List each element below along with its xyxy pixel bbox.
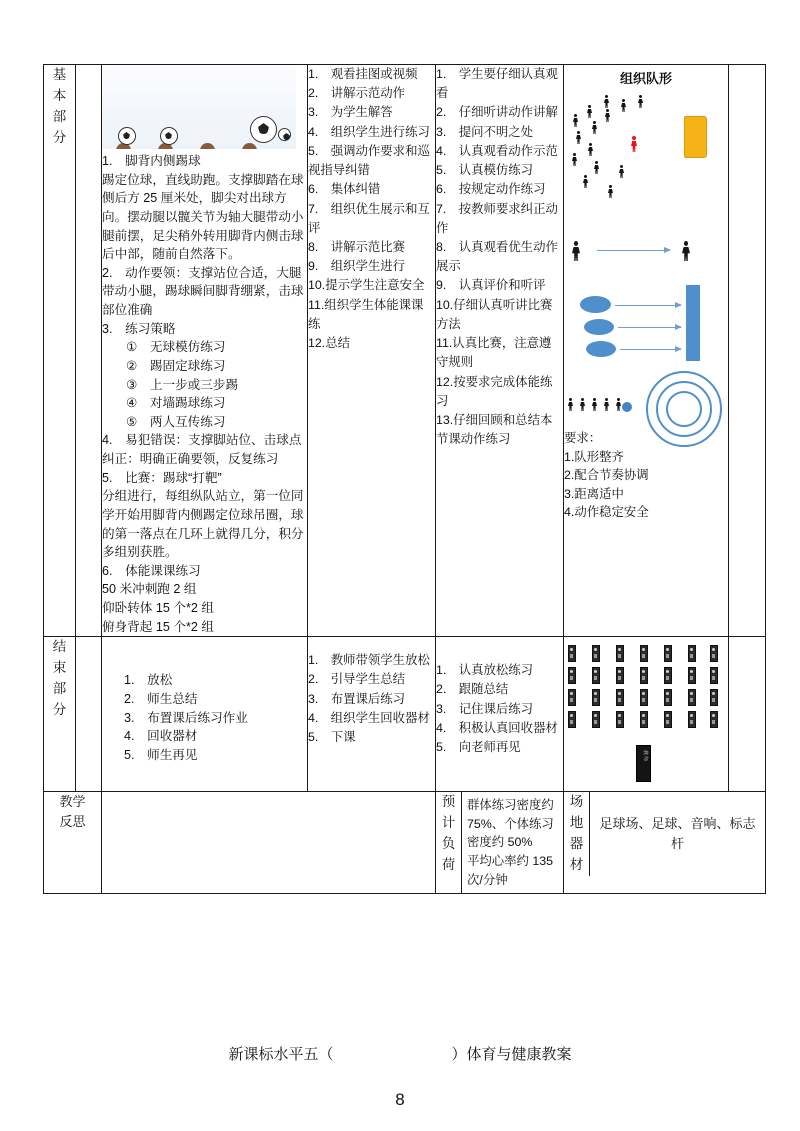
student-figure-icon — [592, 121, 597, 134]
student-marker — [592, 667, 600, 684]
formation-title: 组织队形 — [619, 71, 672, 86]
content-item: 踢定位球，直线助跑。支撑脚踏在球侧后方 25 厘米处，脚尖对出球方向。摆动腿以髋关节为轴大腿带动小腿前摆，足尖稍外转用脚背内侧击球后中部，随前自然落下。 — [102, 172, 304, 262]
requirement-item: 4.动作稳定安全 — [564, 505, 649, 520]
content-item: 5. 师生再见 — [124, 747, 198, 762]
load-value-cell — [462, 792, 564, 893]
student-marker — [664, 645, 672, 662]
equipment-label-char: 地 — [569, 815, 584, 831]
student-marker — [640, 667, 648, 684]
formation-cell-basic — [564, 65, 729, 637]
reflection-label-char: 教学 — [59, 794, 86, 810]
student-marker — [640, 645, 648, 662]
stage-char: 本 — [52, 87, 67, 103]
student-figure-icon — [605, 109, 610, 122]
target-ring-inner — [666, 391, 702, 427]
group-marker — [580, 296, 611, 313]
teacher-activity-item: 10.提示学生注意安全 — [308, 278, 425, 293]
time-column-ending — [76, 637, 102, 792]
student-activity-list — [436, 65, 563, 449]
content-cell-basic — [102, 65, 308, 637]
wall-marker — [686, 285, 700, 361]
equipment-value: 足球场、足球、音响、标志杆 — [599, 815, 756, 852]
table-row-ending-part — [44, 637, 766, 792]
student-figure-icon — [604, 95, 609, 108]
teacher-activity-item: 3. 为学生解答 — [308, 105, 393, 120]
stage-char: 基 — [52, 67, 67, 82]
load-label — [436, 792, 462, 893]
stage-char: 分 — [52, 702, 67, 718]
table-row-reflection — [44, 792, 766, 894]
teacher-activity-item: 1. 观看挂图或视频 — [308, 67, 418, 81]
equipment-value-cell — [590, 792, 766, 876]
student-figure-icon — [588, 143, 593, 156]
student-figure-icon — [587, 105, 592, 118]
teacher-activity-item: 6. 集体纠错 — [308, 182, 381, 197]
reflection-label-char: 反思 — [59, 813, 86, 829]
teacher-activity-cell-basic — [308, 65, 436, 637]
teacher-activity-item: 9. 组织学生进行 — [308, 259, 406, 274]
stage-char: 结 — [52, 639, 67, 655]
content-item: 3. 布置课后练习作业 — [124, 710, 248, 725]
student-figure-icon — [568, 398, 573, 411]
content-item: 50 米冲刺跑 2 组 — [102, 582, 197, 597]
content-item: 2. 动作要领：支撑站位合适，大腿带动小腿，踢球瞬间脚背绷紧，击球部位准确 — [102, 265, 304, 317]
teacher-activity-item: 8. 讲解示范比赛 — [308, 239, 406, 254]
teacher-activity-item: 7. 组织优生展示和互评 — [308, 201, 430, 235]
student-marker — [592, 711, 600, 728]
direction-arrow — [618, 327, 681, 328]
teacher-activity-item: 1. 教师带领学生放松 — [308, 653, 430, 668]
teacher-activity-item: 2. 引导学生总结 — [308, 672, 406, 687]
student-figure-icon — [580, 398, 585, 411]
student-marker — [616, 645, 624, 662]
content-subitem: ① 无球模仿练习 — [126, 340, 226, 355]
notes-column-basic — [729, 65, 766, 637]
student-activity-item: 11.认真比赛，注意遵守规则 — [436, 336, 552, 370]
page-number: 8 — [395, 1090, 405, 1109]
teacher-activity-item: 4. 组织学生进行练习 — [308, 124, 430, 139]
teacher-activity-list — [308, 651, 435, 747]
student-figure-icon — [583, 175, 588, 188]
content-text-ending — [124, 671, 307, 764]
equipment-cell — [564, 792, 766, 894]
student-activity-item: 10.仔细认真听讲比赛方法 — [436, 297, 553, 331]
stage-label-ending — [44, 637, 76, 792]
student-activity-item: 12.按要求完成体能练习 — [436, 374, 553, 408]
student-activity-item: 9. 认真评价和听评 — [436, 278, 546, 293]
student-marker — [664, 689, 672, 706]
content-text-basic — [102, 152, 307, 636]
student-activity-item: 4. 认真观看动作示范 — [436, 143, 558, 158]
student-marker — [710, 711, 718, 728]
student-activity-item: 7. 按教师要求纠正动作 — [436, 201, 558, 235]
student-activity-item: 1. 学生要仔细认真观看 — [436, 67, 558, 101]
student-marker — [640, 711, 648, 728]
load-label-char: 负 — [441, 836, 456, 852]
content-item: 5. 比赛：踢球“打靶” — [102, 470, 222, 485]
teacher-position-marker — [636, 745, 651, 782]
load-line: 群体练习密度约 75%、个体练习密度约 50% — [467, 798, 554, 850]
teacher-activity-item: 2. 讲解示范动作 — [308, 86, 406, 101]
student-activity-cell-ending — [436, 637, 564, 792]
stage-char: 部 — [52, 681, 67, 697]
student-marker — [688, 645, 696, 662]
content-item: 3. 练习策略 — [102, 321, 176, 336]
teacher-activity-item: 11.组织学生体能课课练 — [308, 297, 424, 331]
reflection-content — [102, 792, 435, 882]
student-marker — [568, 689, 576, 706]
equipment-label-char: 场 — [569, 794, 584, 810]
load-label-char: 预 — [441, 794, 456, 810]
student-figure-icon — [592, 398, 597, 411]
content-item: 4. 易犯错误：支撑脚站位、击球点 — [102, 433, 302, 448]
student-figure-icon — [608, 185, 613, 198]
group-marker — [586, 341, 616, 357]
notes-column-ending — [729, 637, 766, 792]
student-figure-icon — [619, 165, 624, 178]
requirement-item: 1.队形整齐 — [564, 449, 624, 464]
student-marker — [616, 689, 624, 706]
content-cell-ending — [102, 637, 308, 792]
student-marker — [688, 711, 696, 728]
student-figure-icon — [638, 95, 643, 108]
teacher-marker-label: 教师 — [642, 750, 648, 763]
equipment-label-char: 器 — [569, 836, 584, 852]
student-marker — [568, 667, 576, 684]
student-marker — [640, 689, 648, 706]
student-marker — [616, 711, 624, 728]
time-column-basic — [76, 65, 102, 637]
goal-marker — [684, 116, 707, 158]
content-subitem: ② 踢固定球练习 — [126, 358, 226, 373]
equipment-label — [564, 792, 590, 876]
load-label-char: 计 — [441, 815, 456, 831]
student-marker — [592, 689, 600, 706]
direction-arrow — [615, 305, 681, 306]
teacher-activity-item: 5. 强调动作要求和巡视指导纠错 — [308, 143, 430, 178]
student-activity-item: 5. 认真模仿练习 — [436, 163, 534, 178]
student-marker — [616, 667, 624, 684]
lesson-plan-table — [43, 64, 766, 894]
equipment-label-char: 材 — [569, 857, 584, 873]
student-activity-item: 6. 按规定动作练习 — [436, 182, 546, 197]
teacher-activity-item: 12.总结 — [308, 336, 351, 351]
footer-suffix: ）体育与健康教案 — [451, 1046, 572, 1063]
student-marker — [710, 645, 718, 662]
student-marker — [592, 645, 600, 662]
load-label-char: 荷 — [441, 857, 456, 873]
document-footer — [0, 1043, 800, 1064]
student-marker — [568, 711, 576, 728]
load-line: 平均心率约 135 次/分钟 — [467, 854, 554, 887]
content-item: 俯身背起 15 个*2 组 — [102, 619, 214, 634]
student-activity-item: 4. 积极认真回收器材 — [436, 720, 558, 735]
load-cell — [436, 792, 564, 894]
content-item: 1. 脚背内侧踢球 — [102, 154, 201, 168]
teacher-activity-item: 5. 下课 — [308, 730, 356, 745]
content-item: 仰卧转体 15 个*2 组 — [102, 601, 214, 615]
student-marker — [688, 689, 696, 706]
formation-diagram — [564, 93, 727, 423]
reflection-content-cell[interactable] — [102, 792, 436, 894]
student-figure-icon — [594, 161, 599, 174]
student-figure-icon — [682, 241, 690, 261]
student-activity-list — [436, 661, 563, 757]
teacher-activity-item: 4. 组织学生回收器材 — [308, 710, 430, 725]
direction-arrow — [597, 250, 670, 251]
footer-prefix: 新课标水平五（ — [228, 1046, 334, 1063]
kicking-technique-illustration — [102, 67, 296, 149]
student-figure-icon — [572, 153, 577, 166]
reflection-label — [44, 792, 102, 894]
direction-arrow — [620, 349, 681, 350]
stage-char: 束 — [52, 660, 67, 676]
student-marker — [710, 689, 718, 706]
teacher-activity-item: 3. 布置课后练习 — [308, 691, 406, 706]
student-activity-item: 2. 仔细听讲动作讲解 — [436, 105, 558, 120]
student-figure-icon — [573, 114, 578, 127]
content-item: 6. 体能课课练习 — [102, 563, 201, 578]
requirement-item: 2.配合节奏协调 — [564, 468, 649, 483]
ending-formation-diagram — [564, 641, 727, 791]
student-activity-cell-basic — [436, 65, 564, 637]
group-marker — [584, 319, 614, 335]
student-activity-item: 2. 跟随总结 — [436, 682, 509, 697]
stage-char: 分 — [52, 129, 67, 145]
formation-requirements — [564, 429, 728, 522]
table-row-basic-part — [44, 65, 766, 637]
ball-marker — [622, 402, 632, 412]
formation-cell-ending — [564, 637, 729, 792]
student-figure-icon — [572, 241, 580, 261]
content-subitem: ③ 上一步或三步踢 — [126, 377, 239, 392]
content-subitem: ④ 对墙踢球练习 — [126, 396, 226, 411]
student-figure-icon — [576, 131, 581, 144]
student-activity-item: 3. 提问不明之处 — [436, 124, 534, 139]
load-values — [462, 792, 563, 893]
student-activity-item: 13.仔细回顾和总结本节课动作练习 — [436, 412, 553, 447]
requirement-item: 3.距离适中 — [564, 486, 624, 501]
student-activity-item: 3. 记住课后练习 — [436, 701, 534, 716]
student-figure-icon — [621, 99, 626, 112]
student-marker — [688, 667, 696, 684]
requirements-title: 要求： — [564, 431, 602, 445]
stage-label-basic — [44, 65, 76, 637]
student-figure-icon — [604, 398, 609, 411]
student-marker — [664, 667, 672, 684]
teacher-figure-icon — [631, 136, 637, 152]
stage-char: 部 — [52, 108, 67, 124]
student-activity-item: 8. 认真观看优生动作展示 — [436, 239, 558, 274]
student-activity-item: 1. 认真放松练习 — [436, 663, 534, 678]
content-item: 4. 回收器材 — [124, 729, 198, 744]
student-marker — [664, 711, 672, 728]
content-subitem: ⑤ 两人互传练习 — [126, 414, 226, 429]
student-marker — [710, 667, 718, 684]
teacher-activity-cell-ending — [308, 637, 436, 792]
content-item: 1. 放松 — [124, 673, 173, 688]
student-marker — [568, 645, 576, 662]
student-figure-icon — [616, 398, 621, 411]
teacher-activity-list — [308, 65, 435, 353]
content-item: 2. 师生总结 — [124, 691, 198, 706]
content-item: 分组进行，每组纵队站立，第一位同学开始用脚背内侧踢定位球吊圈，球的第一落点在几环上就得几分，积分多组别获胜。 — [102, 489, 304, 560]
student-activity-item: 5. 向老师再见 — [436, 740, 521, 755]
content-item: 纠正：明确正确要领，反复练习 — [102, 452, 279, 466]
